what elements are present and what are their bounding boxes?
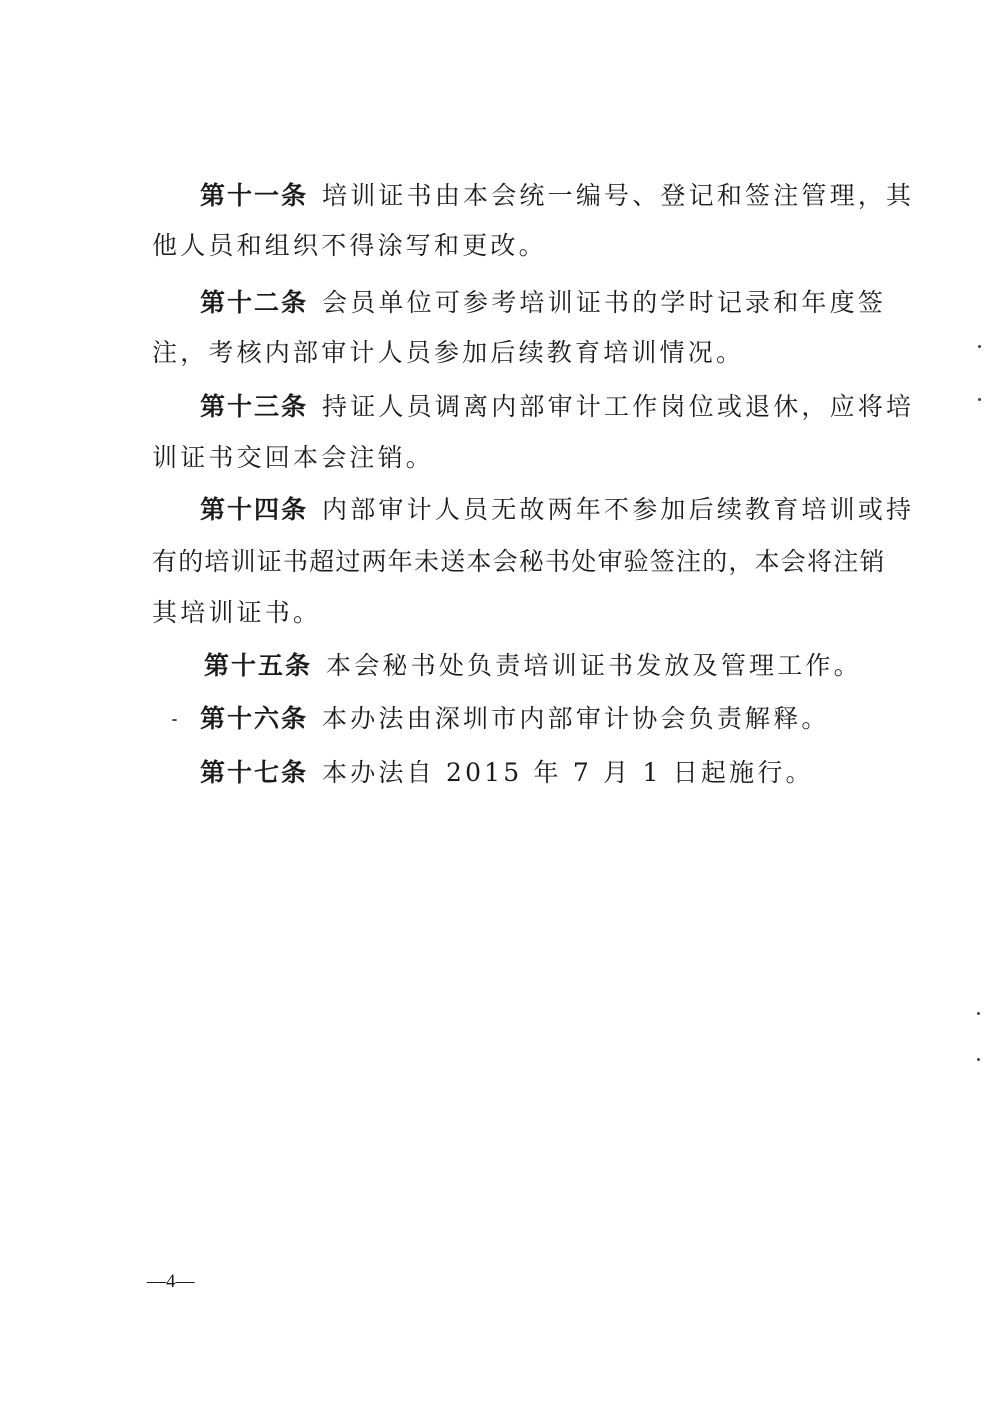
scan-speck — [978, 345, 981, 348]
article-11-line-2 — [152, 230, 902, 262]
article-14-text-1: 内部审计人员无故两年不参加后续教育培训或持 — [322, 495, 915, 524]
scan-speck — [977, 1012, 980, 1015]
article-14-text-3: 其培训证书。 — [152, 598, 322, 627]
article-14-number: 第十四条 — [200, 495, 309, 524]
article-15-line-1 — [204, 650, 904, 682]
page-number: —4— — [147, 1271, 195, 1292]
article-12-line-1 — [200, 287, 900, 319]
article-14-line-3 — [152, 597, 902, 629]
scan-speck — [172, 719, 177, 721]
article-12-text-2: 注，考核内部审计人员参加后续教育培训情况。 — [152, 338, 745, 367]
article-11-text-1: 培训证书由本会统一编号、登记和签注管理，其 — [322, 181, 915, 210]
article-16-number: 第十六条 — [200, 704, 309, 733]
article-12-text-1: 会员单位可参考培训证书的学时记录和年度签 — [322, 288, 887, 317]
article-13-text-2: 训证书交回本会注销。 — [152, 443, 435, 472]
article-17-number: 第十七条 — [200, 758, 309, 787]
article-13-number: 第十三条 — [200, 392, 309, 421]
article-17-line-1 — [200, 757, 900, 789]
article-17-text-1: 本办法自 2015 年 7 月 1 日起施行。 — [322, 758, 814, 787]
article-14-line-1 — [200, 494, 915, 526]
article-15-text-1: 本会秘书处负责培训证书发放及管理工作。 — [326, 651, 862, 680]
scan-speck — [977, 1058, 980, 1061]
article-15-number: 第十五条 — [204, 651, 313, 680]
article-12-line-2 — [152, 337, 902, 369]
article-14-text-2: 有的培训证书超过两年未送本会秘书处审验签注的，本会将注销 — [152, 547, 886, 576]
article-13-line-1 — [200, 391, 915, 423]
article-11-line-1 — [200, 180, 915, 212]
scan-speck — [978, 398, 981, 401]
article-12-number: 第十二条 — [200, 288, 309, 317]
article-16-line-1 — [200, 703, 900, 735]
article-13-text-1: 持证人员调离内部审计工作岗位或退休，应将培 — [322, 392, 915, 421]
article-13-line-2 — [152, 442, 902, 474]
article-14-line-2 — [152, 546, 902, 578]
article-11-text-2: 他人员和组织不得涂写和更改。 — [152, 231, 547, 260]
article-16-text-1: 本办法由深圳市内部审计协会负责解释。 — [322, 704, 830, 733]
article-11-number: 第十一条 — [200, 181, 309, 210]
